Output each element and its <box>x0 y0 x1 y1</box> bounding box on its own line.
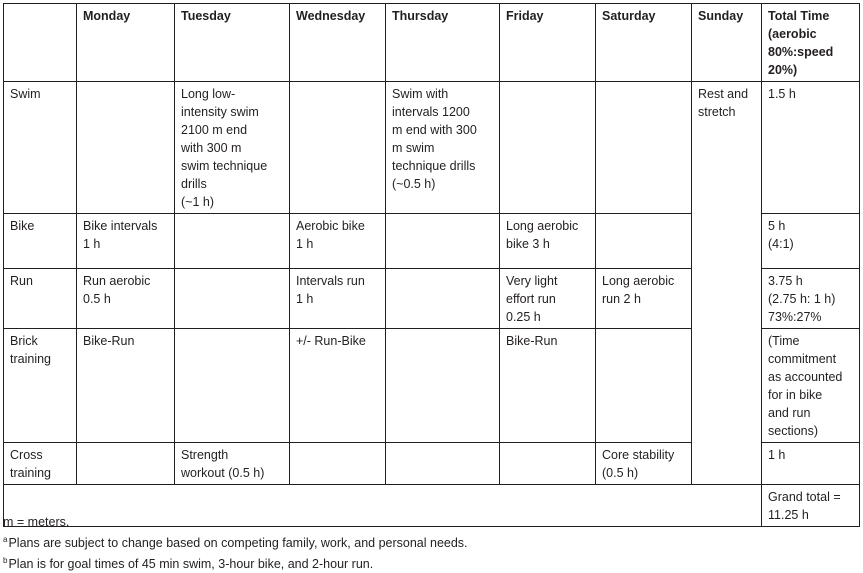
header-total-time: Total Time (aerobic 80%:speed 20%) <box>762 4 860 82</box>
cell-run-friday: Very light effort run 0.25 h <box>500 269 596 329</box>
footnote-b-text: Plan is for goal times of 45 min swim, 3-hour bike, and 2-hour run. <box>8 557 374 571</box>
cell-swim-thursday: Swim with intervals 1200 m end with 300 m swim technique drills (~0.5 h) <box>386 82 500 214</box>
cell-grand-total: Grand total = 11.25 h <box>762 485 860 527</box>
cell-brick-tuesday <box>175 329 290 443</box>
cell-brick-friday: Bike-Run <box>500 329 596 443</box>
table-footnotes <box>3 513 468 573</box>
cell-cross-wednesday <box>290 443 386 485</box>
cell-bike-total: 5 h (4:1) <box>762 214 860 269</box>
cell-run-monday: Run aerobic 0.5 h <box>77 269 175 329</box>
cell-cross-thursday <box>386 443 500 485</box>
cell-run-wednesday: Intervals run 1 h <box>290 269 386 329</box>
header-row <box>4 4 860 82</box>
footnote-a-text: Plans are subject to change based on competing family, work, and personal needs. <box>8 536 468 550</box>
cell-brick-thursday <box>386 329 500 443</box>
cell-brick-monday: Bike-Run <box>77 329 175 443</box>
cell-brick-saturday <box>596 329 692 443</box>
cell-run-thursday <box>386 269 500 329</box>
cell-bike-thursday <box>386 214 500 269</box>
row-label-cross: Cross training <box>4 443 77 485</box>
cell-brick-total: (Time commitment as accounted for in bike and run sections) <box>762 329 860 443</box>
cell-cross-friday <box>500 443 596 485</box>
cell-bike-tuesday <box>175 214 290 269</box>
cell-bike-wednesday: Aerobic bike 1 h <box>290 214 386 269</box>
cell-swim-total: 1.5 h <box>762 82 860 214</box>
cell-cross-total: 1 h <box>762 443 860 485</box>
row-label-run: Run <box>4 269 77 329</box>
footnote-a <box>3 531 468 552</box>
footnote-a-mark: a <box>3 535 8 544</box>
cell-swim-saturday <box>596 82 692 214</box>
row-label-bike: Bike <box>4 214 77 269</box>
cell-brick-wednesday: +/- Run-Bike <box>290 329 386 443</box>
cell-sunday-rest: Rest and stretch <box>692 82 762 485</box>
cell-swim-wednesday <box>290 82 386 214</box>
cell-cross-saturday: Core stability (0.5 h) <box>596 443 692 485</box>
header-thursday: Thursday <box>386 4 500 82</box>
header-friday: Friday <box>500 4 596 82</box>
row-label-brick: Brick training <box>4 329 77 443</box>
header-wednesday: Wednesday <box>290 4 386 82</box>
cell-swim-monday <box>77 82 175 214</box>
header-sunday: Sunday <box>692 4 762 82</box>
footnote-b <box>3 552 468 573</box>
cell-run-tuesday <box>175 269 290 329</box>
training-plan-table <box>3 3 860 527</box>
cell-cross-tuesday: Strength workout (0.5 h) <box>175 443 290 485</box>
header-saturday: Saturday <box>596 4 692 82</box>
cell-run-total: 3.75 h (2.75 h: 1 h) 73%:27% <box>762 269 860 329</box>
header-monday: Monday <box>77 4 175 82</box>
header-blank <box>4 4 77 82</box>
footnote-b-mark: b <box>3 556 8 565</box>
cell-run-saturday: Long aerobic run 2 h <box>596 269 692 329</box>
cell-bike-monday: Bike intervals 1 h <box>77 214 175 269</box>
footnote-meters: m = meters. <box>3 515 70 529</box>
cell-swim-tuesday: Long low- intensity swim 2100 m end with 300 m swim technique drills (~1 h) <box>175 82 290 214</box>
table-row-swim <box>4 82 860 214</box>
row-label-swim: Swim <box>4 82 77 214</box>
cell-swim-friday <box>500 82 596 214</box>
cell-bike-saturday <box>596 214 692 269</box>
header-tuesday: Tuesday <box>175 4 290 82</box>
cell-bike-friday: Long aerobic bike 3 h <box>500 214 596 269</box>
cell-cross-monday <box>77 443 175 485</box>
